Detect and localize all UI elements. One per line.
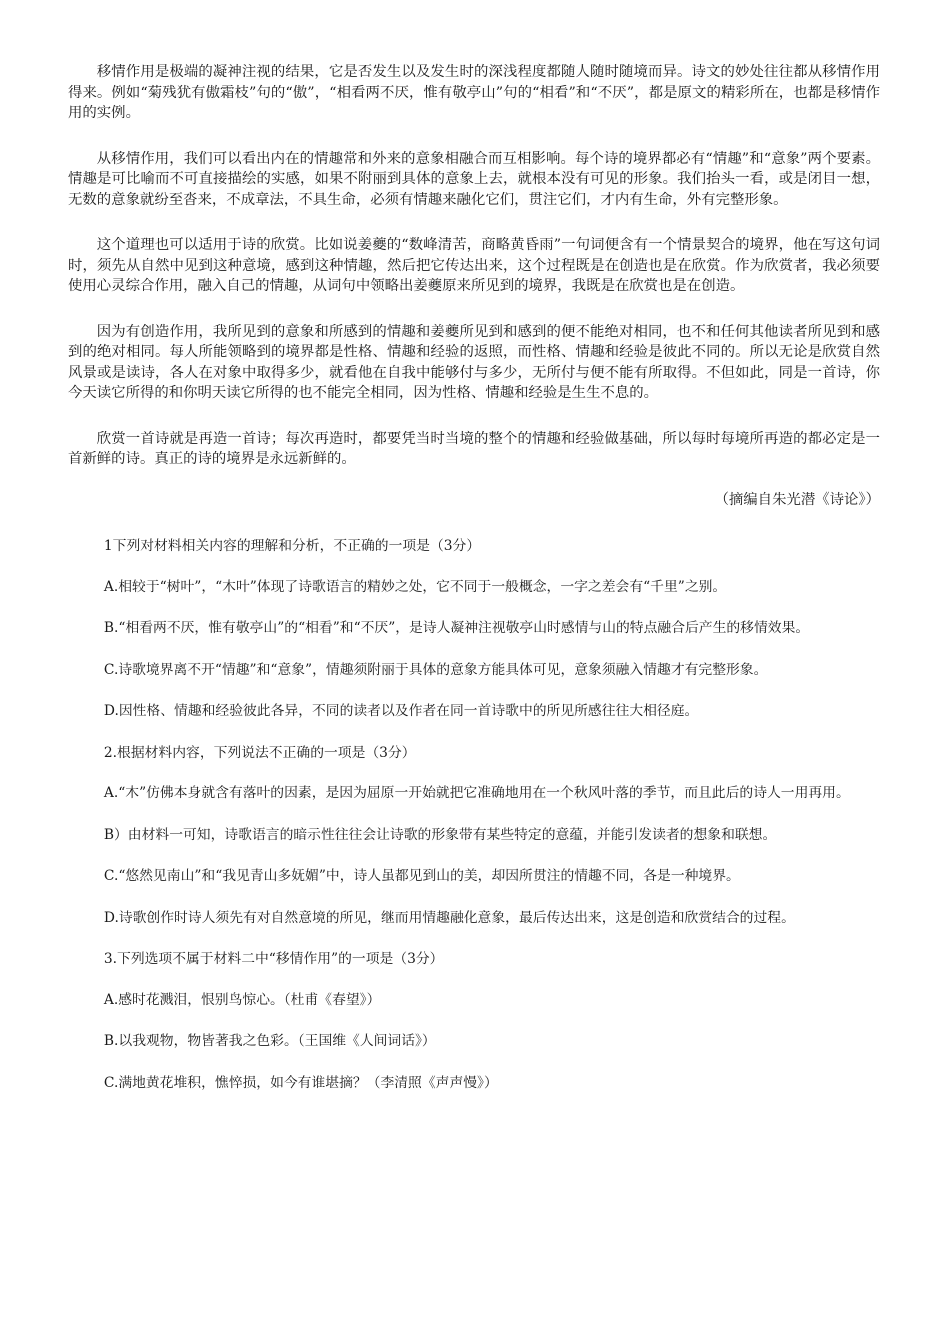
article-source: （摘编自朱光潜《诗论》）: [714, 491, 880, 508]
article-body: [68, 62, 880, 510]
question-option: A.相较于“树叶”，“木叶”体现了诗歌语言的精妙之处，它不同于一般概念，一字之差会有“千里”之别。: [103, 578, 727, 595]
question-2: [68, 743, 880, 929]
question-3: [68, 949, 880, 1093]
article-paragraph: 欣赏一首诗就是再造一首诗；每次再造时，都要凭当时当境的整个的情趣和经验做基础，所以每时每境所再造的都必定是一首新鲜的诗。真正的诗的境界是永远新鲜的。: [68, 430, 880, 467]
question-option: C.“悠然见南山”和“我见青山多妩媚”中，诗人虽都见到山的美，却因所贯注的情趣不同，各是一种境界。: [103, 868, 740, 884]
article-paragraph: 这个道理也可以适用于诗的欣赏。比如说姜夔的“数峰清苦，商略黄昏雨”一句词便含有一个情景契合的境界，他在写这句词时，须先从自然中见到这种意境，感到这种情趣，然后把它传达出来，这个过程既是在创造也是在欣赏。作为欣赏者，我必须要使用心灵综合作用，融入自己的情趣，从词句中领略出姜夔原来所见到的境界，我既是在欣赏也是在创造。: [68, 237, 880, 294]
question-option: C.诗歌境界离不开“情趣”和“意象”，情趣须附丽于具体的意象方能具体可见，意象须融入情趣才有完整形象。: [103, 661, 768, 678]
article-paragraph: 从移情作用，我们可以看出内在的情趣常和外来的意象相融合而互相影响。每个诗的境界都必有“情趣”和“意象”两个要素。情趣是可比喻而不可直接描绘的实感，如果不附丽到具体的意象上去，就根本没有可见的形象。我们抬头一看，或是闭目一想，无数的意象就纷至沓来，不成章法，不具生命，必须有情趣来融化它们，贯注它们，才内有生命，外有完整形象。: [68, 150, 880, 208]
question-option: B.以我观物，物皆著我之色彩。（王国维《人间词话》）: [103, 1033, 436, 1049]
article-paragraph: 因为有创造作用，我所见到的意象和所感到的情趣和姜夔所见到和感到的便不能绝对相同，也不和任何其他读者所见到和感到的绝对相同。每人所能领略到的境界都是性格、情趣和经验的返照，而性格、情趣和经验是彼此不同的。所以无论是欣赏自然风景或是读诗，各人在对象中取得多少，就看他在自我中能够付与多少，无所付与便不能有所取得。不但如此，同是一首诗，你今天读它所得的和你明天读它所得的也不能完全相同，因为性格、情趣和经验是生生不息的。: [68, 323, 880, 401]
question-option: B.“相看两不厌，惟有敬亭山”的“相看”和“不厌”，是诗人凝神注视敬亭山时感情与山的特点融合后产生的移情效果。: [103, 620, 810, 636]
question-option: D.因性格、情趣和经验彼此各异，不同的读者以及作者在同一首诗歌中的所见所感往往大相径庭。: [103, 703, 699, 719]
question-1: [68, 536, 880, 722]
question-option: C.满地黄花堆积，憔悴损，如今有谁堪摘？（李清照《声声慢》）: [103, 1074, 498, 1091]
question-option: D.诗歌创作时诗人须先有对自然意境的所见，继而用情趣融化意象，最后传达出来，这是创造和欣赏结合的过程。: [103, 909, 795, 926]
question-stem: 2.根据材料内容，下列说法不正确的一项是（3分）: [103, 744, 416, 761]
article-paragraph: 移情作用是极端的凝神注视的结果，它是否发生以及发生时的深浅程度都随人随时随境而异。诗文的妙处往往都从移情作用得来。例如“菊残犹有傲霜枝”句的“傲”，“相看两不厌，惟有敬亭山”句的“相看”和“不厌”，都是原文的精彩所在，也都是移情作用的实例。: [68, 64, 880, 121]
question-stem: 3.下列选项不属于材料二中“移情作用”的一项是（3分）: [103, 951, 444, 967]
question-option: A.感时花溅泪，恨别鸟惊心。（杜甫《春望》）: [103, 991, 381, 1008]
question-option: A.“木”仿佛本身就含有落叶的因素，是因为屈原一开始就把它准确地用在一个秋风叶落的季节，而且此后的诗人一用再用。: [103, 785, 850, 801]
question-option: B）由材料一可知，诗歌语言的暗示性往往会让诗歌的形象带有某些特定的意蕴，并能引发读者的想象和联想。: [103, 826, 777, 843]
question-stem: 1下列对材料相关内容的理解和分析，不正确的一项是（3分）: [103, 538, 481, 554]
document-page: [68, 62, 880, 1114]
